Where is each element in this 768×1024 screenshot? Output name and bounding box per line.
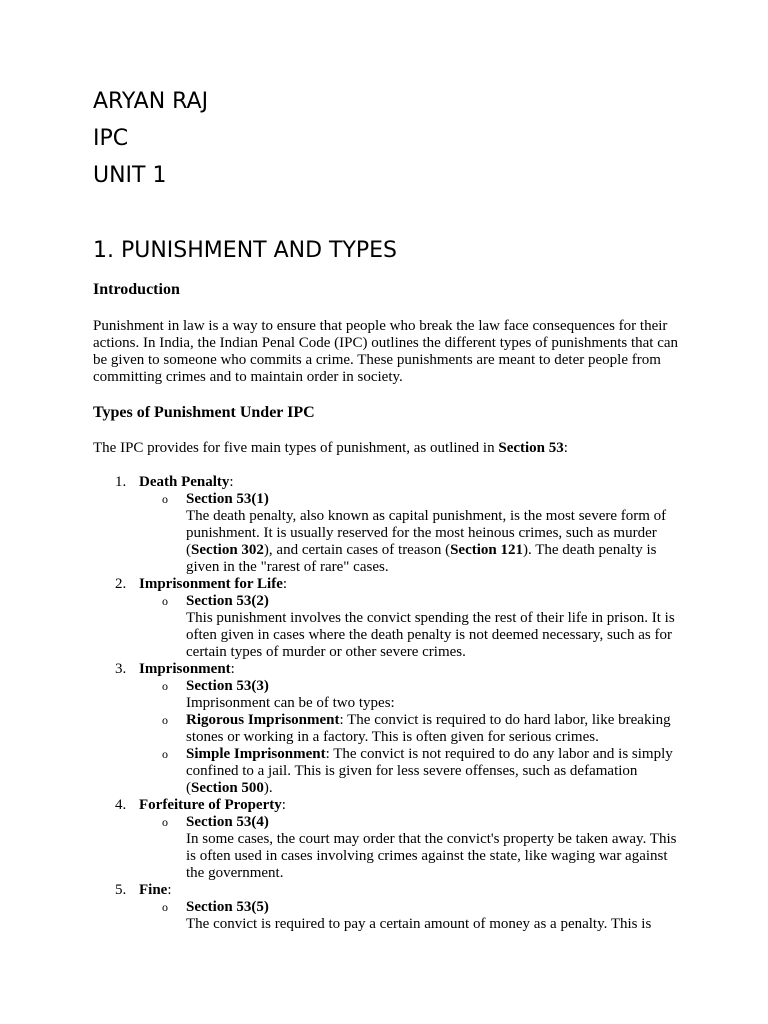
types-lead-section-ref: Section 53 <box>498 440 564 456</box>
sub-list <box>139 593 683 661</box>
bullet-icon: o <box>162 679 168 693</box>
sub-item-text: The death penalty, also known as capital punishment, is the most severe form of punishment. It is usually reserved for the most heinous crimes, such as murder ( <box>186 508 667 558</box>
list-item-colon: : <box>282 576 288 592</box>
bullet-icon: o <box>162 713 168 727</box>
types-lead-end: : <box>563 440 568 456</box>
list-item-colon: : <box>229 474 234 490</box>
subject-title: IPC <box>93 126 129 151</box>
sub-item-text: This punishment involves the convict spending the rest of their life in prison. It is often given in cases where the death penalty is not deemed necessary, such as for certain types of murder or other severe crimes. <box>186 610 675 660</box>
sub-item-text: Imprisonment can be of two types: <box>186 695 395 711</box>
list-item-title: Imprisonment <box>139 661 231 677</box>
sub-list <box>139 814 683 882</box>
types-heading: Types of Punishment Under IPC <box>93 404 315 421</box>
sub-item-text: : The convict is not required to do any labor and is simply confined to a jail. This is given for less severe offenses, such as defamation ( <box>186 746 673 796</box>
list-item-colon: : <box>281 797 286 813</box>
types-lead-paragraph <box>93 440 683 457</box>
sub-item-section-53-4 <box>139 814 683 882</box>
bullet-icon: o <box>162 594 168 608</box>
sub-item-simple-imprisonment <box>139 746 683 797</box>
list-item-number: 3. <box>115 661 127 677</box>
sub-item-label: Section 53(2) <box>186 593 269 609</box>
list-item-forfeiture-of-property <box>93 797 683 882</box>
sub-item-label: Simple Imprisonment <box>186 746 326 762</box>
bullet-icon: o <box>162 815 168 829</box>
sub-item-rigorous-imprisonment <box>139 712 683 746</box>
section-ref: Section 500 <box>191 780 264 796</box>
sub-item-text: In some cases, the court may order that the convict's property be taken away. This is often used in cases involving crimes against the state, like waging war against the government. <box>186 831 677 881</box>
types-lead-text: The IPC provides for five main types of punishment, as outlined in <box>93 440 499 456</box>
list-item-number: 4. <box>115 797 127 813</box>
sub-item-text: The convict is required to pay a certain amount of money as a penalty. This is <box>186 916 652 932</box>
sub-item-label: Section 53(4) <box>186 814 269 830</box>
sub-item-text: : The convict is required to do hard labor, like breaking stones or working in a factory. This is often given for serious crimes. <box>186 712 671 745</box>
list-item-death-penalty <box>93 474 683 576</box>
list-item-imprisonment <box>93 661 683 797</box>
bullet-icon: o <box>162 900 168 914</box>
section-ref: Section 121 <box>450 542 524 558</box>
list-item-number: 1. <box>115 474 127 490</box>
document-page <box>93 84 683 933</box>
bullet-icon: o <box>162 492 168 506</box>
sub-list <box>139 678 683 797</box>
sub-list <box>139 491 683 576</box>
intro-paragraph: Punishment in law is a way to ensure that people who break the law face consequences for their actions. In India, the Indian Penal Code (IPC) outlines the different types of punishments that can be given to someone who commits a crime. These punishments are meant to deter people from committing crimes and to maintain order in society. <box>93 318 679 385</box>
sub-list <box>139 899 683 933</box>
sub-item-text: ). The death penalty is given in the "rarest of rare" cases. <box>186 542 657 575</box>
sub-item-label: Section 53(5) <box>186 899 269 915</box>
list-item-title: Forfeiture of Property <box>139 797 282 813</box>
list-item-title: Fine <box>139 882 168 898</box>
intro-heading: Introduction <box>93 281 180 298</box>
list-item-title: Imprisonment for Life <box>139 576 283 592</box>
sub-item-section-53-1 <box>139 491 683 576</box>
list-item-number: 2. <box>115 576 127 592</box>
list-item-colon: : <box>167 882 172 898</box>
sub-item-section-53-2 <box>139 593 683 661</box>
list-item-number: 5. <box>115 882 127 898</box>
sub-item-section-53-5 <box>139 899 683 933</box>
list-item-fine <box>93 882 683 933</box>
unit-title: UNIT 1 <box>93 163 167 188</box>
list-item-title: Death Penalty <box>139 474 230 490</box>
section-ref: Section 302 <box>191 542 264 558</box>
sub-item-label: Section 53(3) <box>186 678 269 694</box>
sub-item-label: Rigorous Imprisonment <box>186 712 340 728</box>
sub-item-label: Section 53(1) <box>186 491 269 507</box>
section-title: 1. PUNISHMENT AND TYPES <box>93 238 398 263</box>
author-name: ARYAN RAJ <box>93 89 209 114</box>
punishment-types-list <box>93 474 683 933</box>
list-item-colon: : <box>230 661 235 677</box>
sub-item-text: ), and certain cases of treason ( <box>263 542 451 558</box>
sub-item-section-53-3 <box>139 678 683 712</box>
sub-item-text: ). <box>263 780 273 796</box>
list-item-imprisonment-for-life <box>93 576 683 661</box>
bullet-icon: o <box>162 747 168 761</box>
